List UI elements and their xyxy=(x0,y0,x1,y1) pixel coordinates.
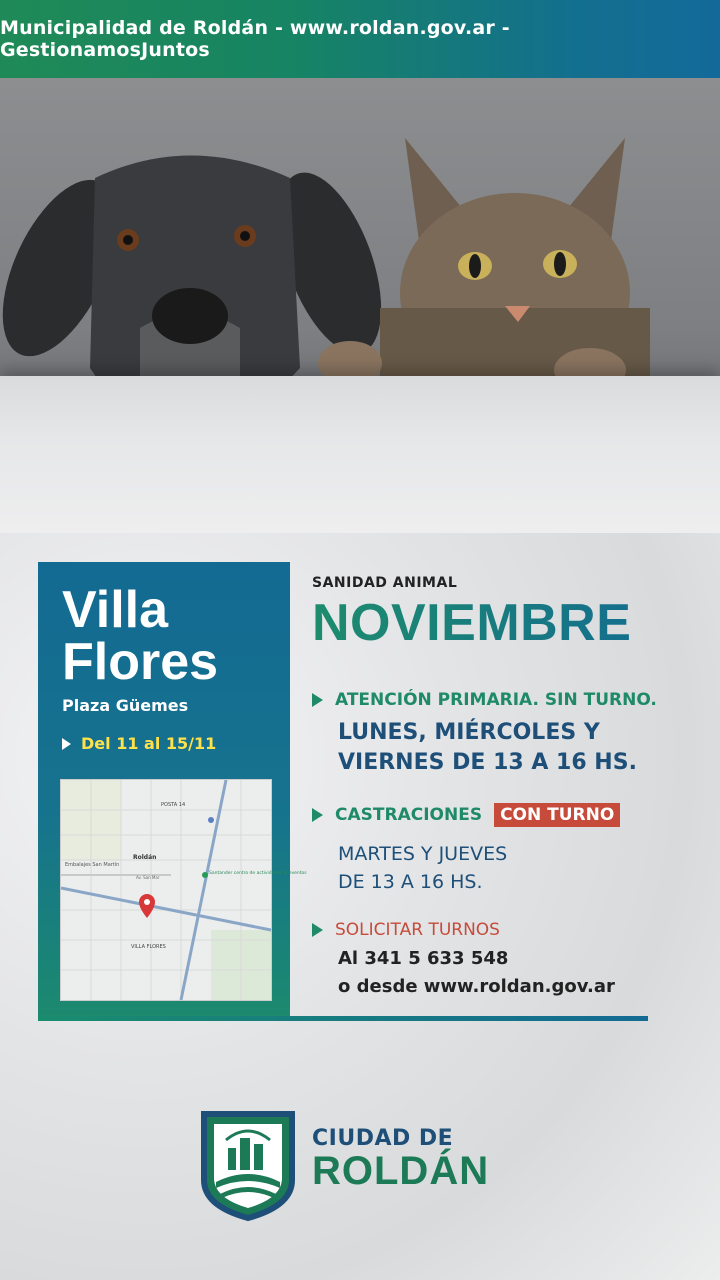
top-banner xyxy=(0,0,720,78)
map-label-villa-flores: VILLA FLORES xyxy=(131,944,166,950)
location-dates: Del 11 al 15/11 xyxy=(62,734,216,753)
location-place: Plaza Güemes xyxy=(62,696,189,715)
item1-schedule: LUNES, MIÉRCOLES Y VIERNES DE 13 A 16 HS. xyxy=(338,720,637,775)
play-arrow-icon xyxy=(312,808,323,822)
map-label-santander: Santander centro de actividades & eventos xyxy=(209,871,307,876)
hero-photo-dog-cat xyxy=(0,78,720,533)
item2-schedule: MARTES Y JUEVES DE 13 A 16 HS. xyxy=(338,843,508,893)
ciudad-roldan-logo-icon xyxy=(198,1108,298,1222)
location-title: Villa Flores xyxy=(62,581,219,691)
contact-website[interactable]: o desde www.roldan.gov.ar xyxy=(338,976,615,997)
logo-line2: ROLDÁN xyxy=(312,1149,490,1193)
map-label-embalajes: Embalajes San Martín xyxy=(65,862,120,868)
panel-underline xyxy=(38,1016,648,1021)
header-text: Municipalidad de Roldán - www.roldan.gov.ar - GestionamosJuntos xyxy=(0,17,510,61)
campaign-category: SANIDAD ANIMAL xyxy=(312,575,458,591)
map-label-av: Av. San Mar xyxy=(136,875,160,880)
play-arrow-icon xyxy=(62,738,71,750)
play-arrow-icon xyxy=(312,693,323,707)
contact-phone[interactable]: Al 341 5 633 548 xyxy=(338,948,509,969)
item2-label: CASTRACIONES xyxy=(335,805,483,825)
item-primary-care xyxy=(312,690,657,710)
item-request-appointments xyxy=(312,920,500,940)
campaign-header xyxy=(312,575,692,651)
map-label-posta: POSTA 14 xyxy=(161,802,186,808)
campaign-month: NOVIEMBRE xyxy=(312,595,692,651)
wall-surface xyxy=(0,376,720,533)
logo-line1: CIUDAD DE xyxy=(312,1126,454,1151)
location-map[interactable] xyxy=(60,779,307,1001)
item3-contact xyxy=(338,945,615,1001)
with-appointment-badge: CON TURNO xyxy=(494,803,620,827)
map-label-roldan: Roldán xyxy=(133,854,157,861)
logo-text xyxy=(312,1126,489,1191)
item3-label: SOLICITAR TURNOS xyxy=(335,920,500,940)
item1-label: ATENCIÓN PRIMARIA. SIN TURNO. xyxy=(335,690,657,710)
item-castration xyxy=(312,803,620,827)
play-arrow-icon xyxy=(312,923,323,937)
location-panel xyxy=(38,562,307,1020)
